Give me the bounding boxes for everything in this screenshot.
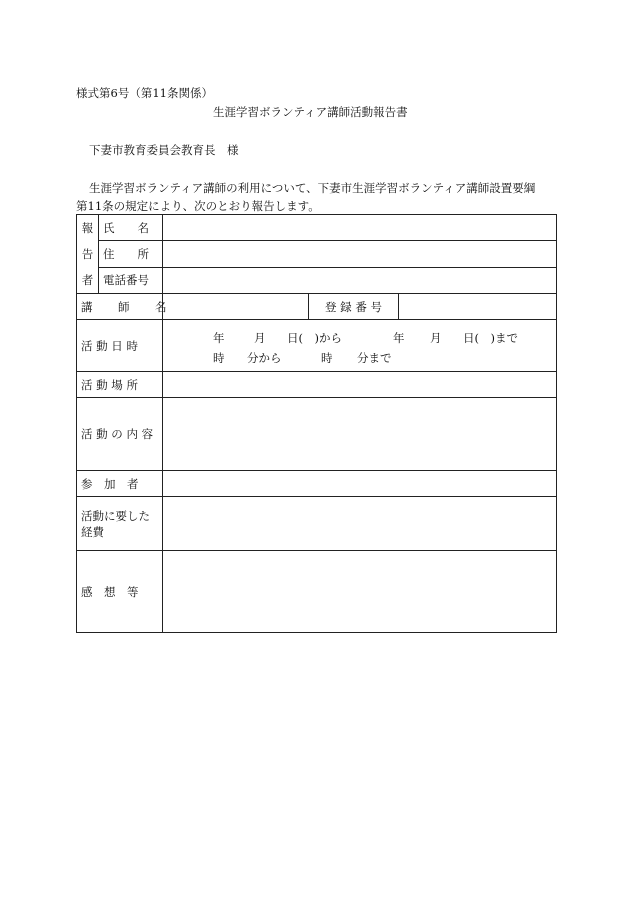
dt-hour-1: 時: [213, 350, 225, 365]
impressions-field[interactable]: [163, 551, 557, 633]
intro-line-2: 第11条の規定により、次のとおり報告します。: [76, 199, 320, 213]
row-impressions: [77, 551, 557, 633]
name-field[interactable]: [163, 215, 557, 241]
row-name: [77, 215, 557, 241]
reporter-char-2: 告: [81, 247, 94, 261]
intro-line-1: 生涯学習ボランティア講師の利用について、下妻市生涯学習ボランティア講師設置要綱: [89, 181, 536, 195]
row-instructor: [77, 294, 557, 320]
dt-month-2: 月: [430, 330, 442, 345]
expenses-label: [77, 497, 163, 551]
dt-year-1: 年: [213, 330, 225, 345]
instructor-field[interactable]: [163, 294, 309, 320]
reporter-char-1: 報: [81, 221, 94, 235]
content-field[interactable]: [163, 398, 557, 471]
address-field[interactable]: [163, 241, 557, 267]
row-expenses: [77, 497, 557, 551]
registration-field[interactable]: [399, 294, 557, 320]
expenses-field[interactable]: [163, 497, 557, 551]
reporter-char-3: 者: [81, 273, 94, 287]
dt-minute-to: 分まで: [357, 350, 392, 365]
addressee: 下妻市教育委員会教育長 様: [89, 143, 239, 157]
registration-label: 登 録 番 号: [309, 294, 399, 320]
form-number: 様式第6号（第11条関係）: [76, 86, 213, 100]
dt-day-from: 日( )から: [287, 330, 342, 345]
row-address: [77, 241, 557, 267]
phone-label: 電話番号: [99, 267, 163, 293]
row-participants: [77, 471, 557, 497]
datetime-lines: [163, 326, 556, 366]
report-form-table: [76, 214, 557, 633]
instructor-label: 講 師 名: [77, 294, 163, 320]
dt-minute-from: 分から: [247, 350, 282, 365]
impressions-label: 感 想 等: [77, 551, 163, 633]
participants-label: 参 加 者: [77, 471, 163, 497]
row-phone: [77, 267, 557, 293]
content-label: 活 動 の 内 容: [77, 398, 163, 471]
row-datetime: [77, 320, 557, 372]
expenses-label-line-2: 経費: [81, 524, 104, 539]
expenses-label-line-1: 活動に要した: [81, 508, 150, 523]
dt-month-1: 月: [254, 330, 266, 345]
name-label: 氏 名: [99, 215, 163, 241]
datetime-label: 活 動 日 時: [77, 320, 163, 372]
row-content: [77, 398, 557, 471]
dt-hour-2: 時: [321, 350, 333, 365]
datetime-field[interactable]: [163, 320, 557, 372]
reporter-label: [77, 215, 99, 294]
dt-day-to: 日( )まで: [463, 330, 518, 345]
address-label: 住 所: [99, 241, 163, 267]
document-title: 生涯学習ボランティア講師活動報告書: [213, 105, 408, 119]
dt-year-2: 年: [393, 330, 405, 345]
row-place: [77, 372, 557, 398]
participants-field[interactable]: [163, 471, 557, 497]
phone-field[interactable]: [163, 267, 557, 293]
place-field[interactable]: [163, 372, 557, 398]
place-label: 活 動 場 所: [77, 372, 163, 398]
